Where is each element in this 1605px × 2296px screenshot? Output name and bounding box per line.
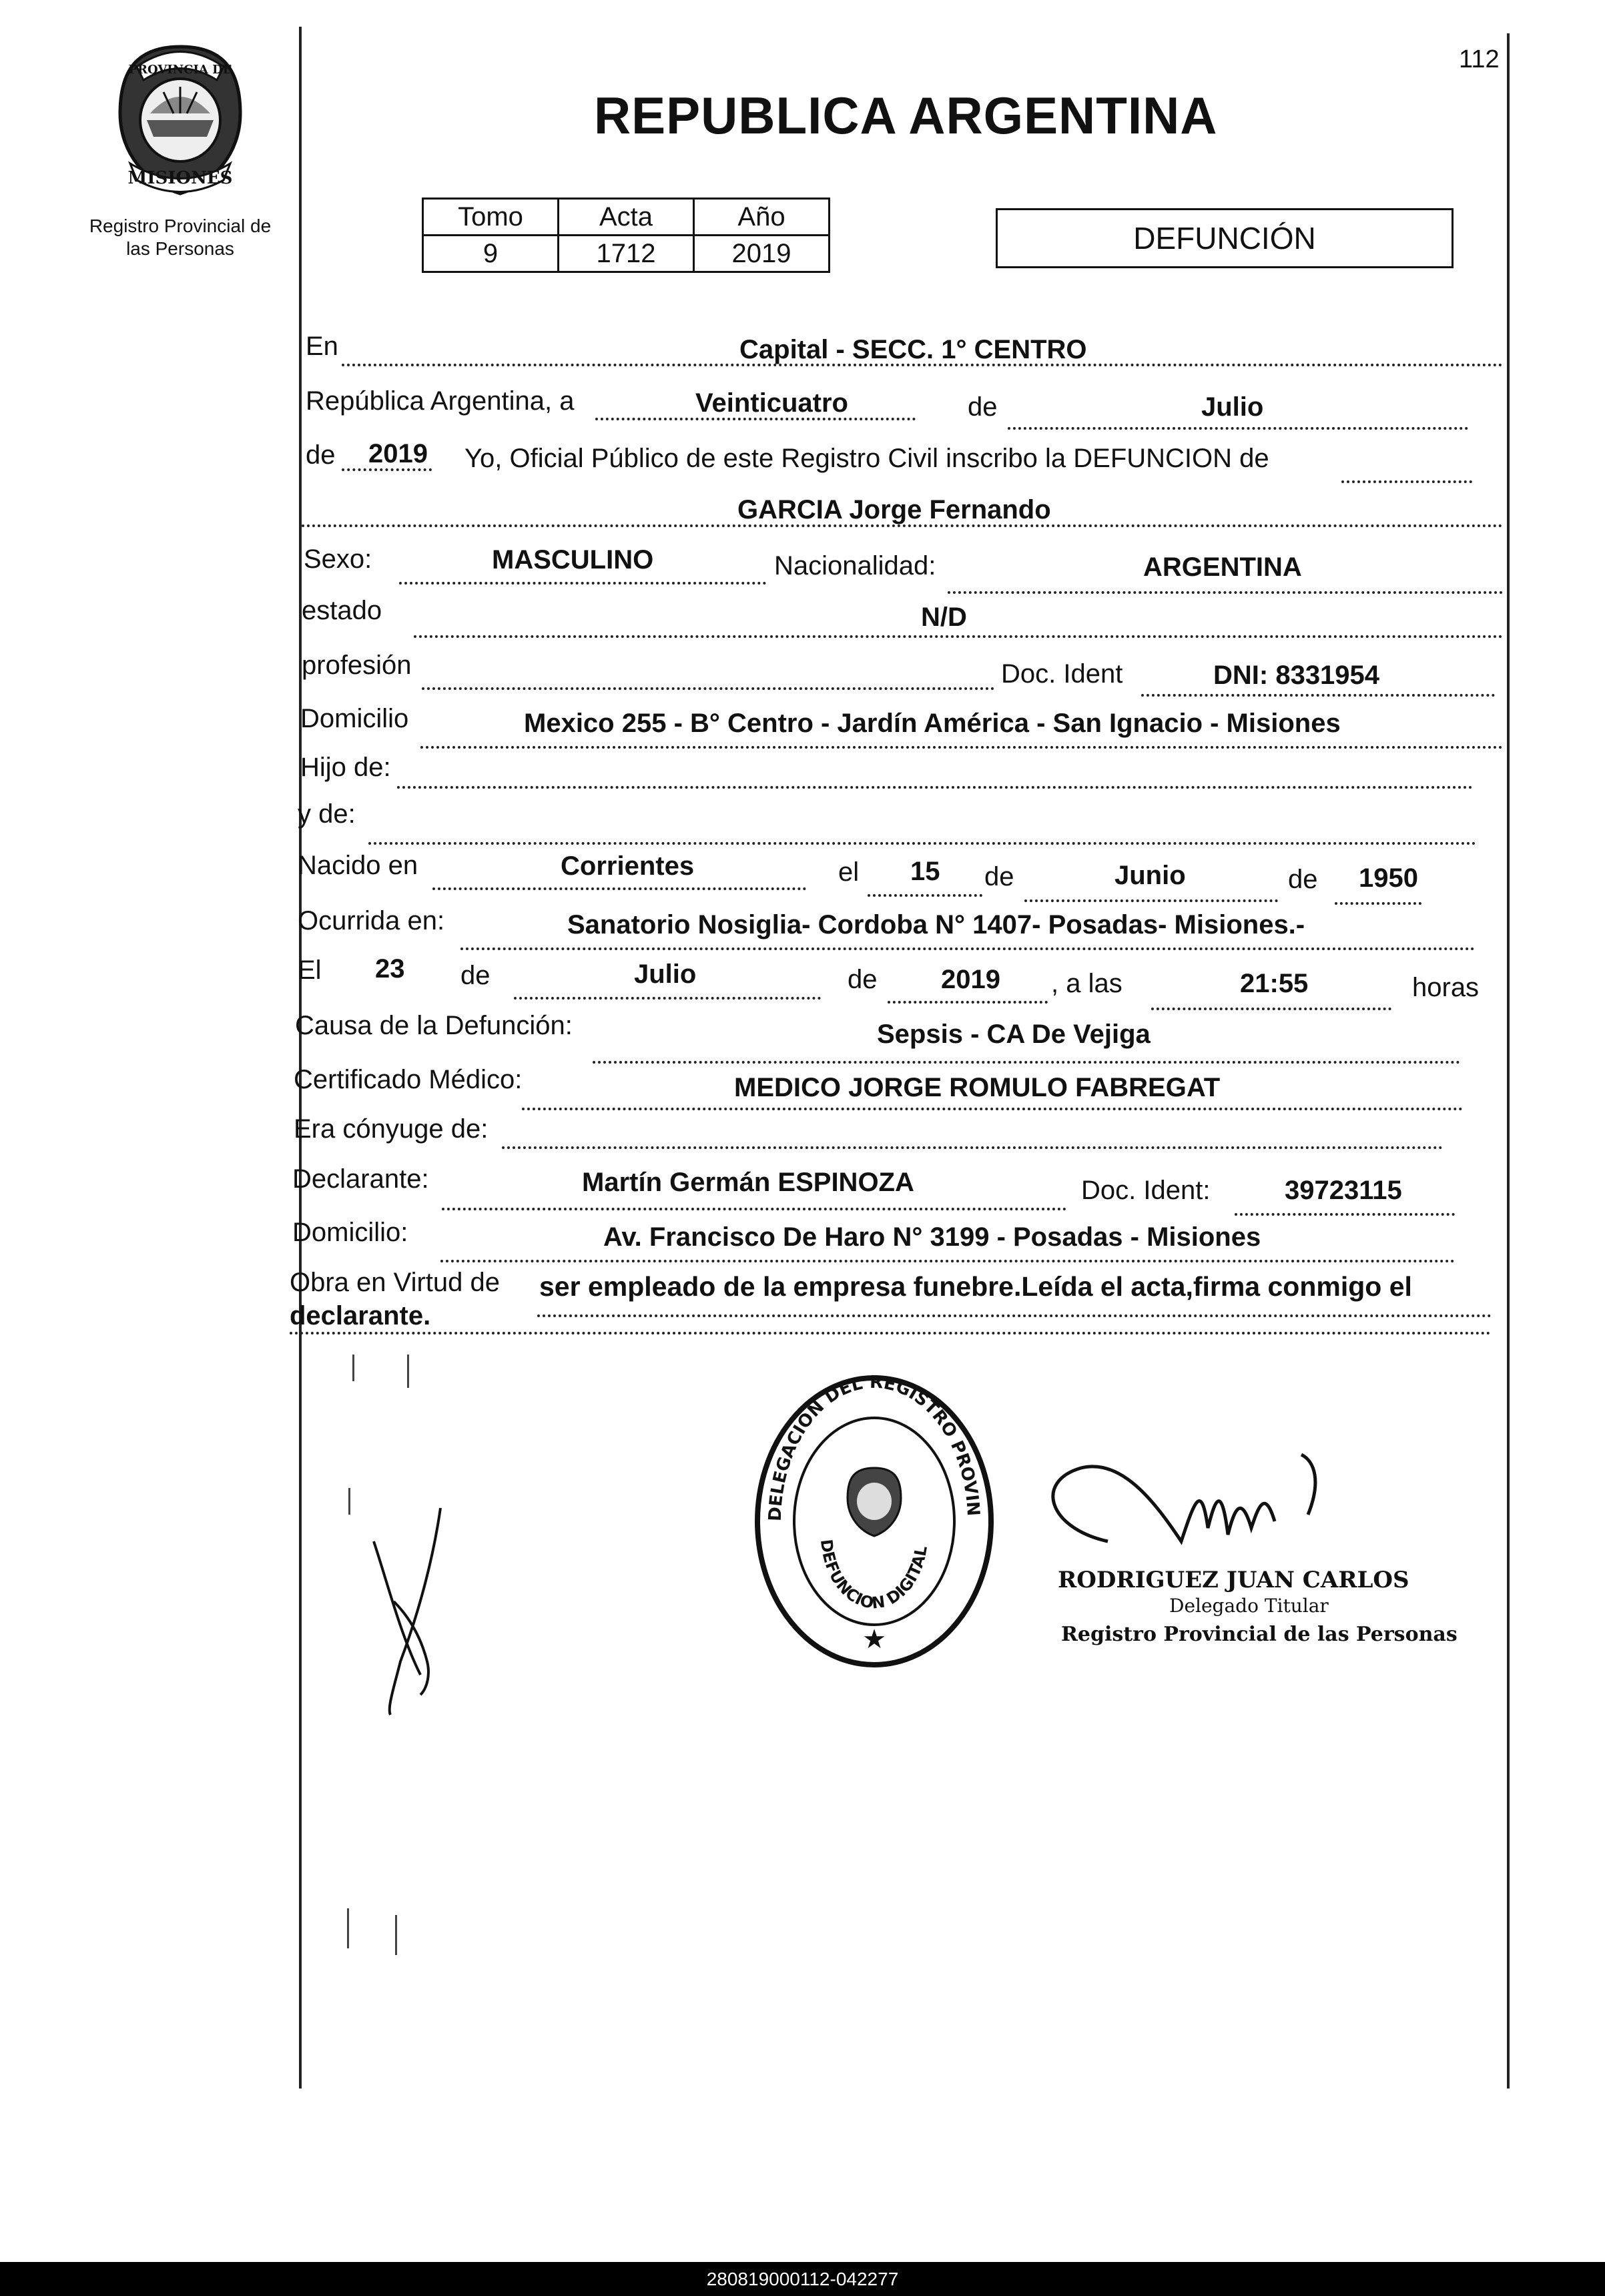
field-line (537, 1314, 1492, 1317)
acta-table-header: Año (694, 199, 830, 236)
field-line (368, 842, 1476, 845)
field-line (440, 1260, 1455, 1262)
place-value: Capital - SECC. 1° CENTRO (739, 335, 1087, 364)
month-value: Julio (1201, 392, 1264, 422)
seal-inner-text: DEFUNCION DIGITAL (816, 1538, 932, 1613)
acta-table-cell: 2019 (694, 236, 830, 272)
nacionalidad-label: Nacionalidad: (774, 551, 936, 581)
profesion-label: profesión (302, 651, 412, 680)
page-title: REPUBLICA ARGENTINA (594, 86, 1218, 145)
field-line (422, 687, 994, 690)
nacido-value: Corrientes (561, 851, 695, 881)
scan-mark (347, 1908, 349, 1948)
acta-table-header-row (423, 199, 830, 236)
field-line (414, 635, 1503, 638)
field-line (593, 1061, 1460, 1064)
field-line (397, 786, 1473, 789)
de-label: de (1288, 865, 1318, 894)
field-line (522, 1108, 1463, 1110)
field-line (1024, 899, 1278, 902)
nacido-label: Nacido en (298, 851, 418, 880)
el-label: el (838, 857, 860, 887)
death-day-value: 23 (375, 954, 405, 984)
acta-table (422, 198, 830, 273)
acta-table-value-row (423, 236, 830, 272)
republica-label: República Argentina, a (306, 386, 575, 416)
field-line (1341, 480, 1472, 483)
day-text-value: Veinticuatro (695, 388, 848, 418)
page-number: 112 (1459, 45, 1500, 73)
nacionalidad-value: ARGENTINA (1143, 552, 1302, 582)
domicilio2-label: Domicilio: (292, 1218, 408, 1247)
certificado-value: MEDICO JORGE ROMULO FABREGAT (734, 1073, 1221, 1102)
registry-name (60, 215, 300, 260)
causa-value: Sepsis - CA De Vejiga (877, 1020, 1151, 1049)
province-emblem (100, 40, 260, 200)
ocurrida-label: Ocurrida en: (298, 906, 445, 935)
field-line (432, 887, 806, 890)
scan-mark (348, 1488, 350, 1515)
officer-text: Yo, Oficial Público de este Registro Civil inscribo la DEFUNCION de (464, 444, 1269, 473)
field-line (1335, 902, 1421, 905)
acta-table-header: Tomo (423, 199, 559, 236)
scan-mark (407, 1355, 409, 1388)
de-label: de (306, 440, 336, 470)
field-line (290, 1332, 1491, 1334)
el-label: El (298, 955, 322, 985)
de-label: de (984, 862, 1014, 891)
estado-label: estado (302, 596, 382, 625)
death-time-value: 21:55 (1240, 969, 1309, 998)
conyuge-label: Era cónyuge de: (294, 1114, 489, 1144)
right-margin-rule (1507, 33, 1510, 2088)
field-line (1235, 1213, 1455, 1216)
field-line (420, 746, 1503, 749)
doc-ident-label: Doc. Ident (1001, 659, 1123, 689)
field-line (1008, 427, 1468, 430)
field-line (868, 894, 982, 897)
obra-label: Obra en Virtud de (290, 1268, 501, 1297)
document-type-box: DEFUNCIÓN (996, 208, 1454, 268)
star-icon: ★ (862, 1625, 886, 1654)
hijo-label: Hijo de: (300, 753, 391, 782)
acta-table-cell: 9 (423, 236, 559, 272)
scan-mark (352, 1355, 354, 1381)
declarante-label: Declarante: (292, 1164, 429, 1194)
document-footer-code: 280819000112-042277 (0, 2262, 1605, 2296)
emblem-bottom-text: MISIONES (127, 168, 233, 188)
doc-ident-value: DNI: 8331954 (1213, 661, 1380, 690)
field-line (442, 1208, 1066, 1210)
field-line (514, 997, 821, 1000)
declarante-value: Martín Germán ESPINOZA (582, 1168, 914, 1197)
acta-table-cell: 1712 (559, 236, 694, 272)
birth-day-value: 15 (910, 857, 940, 886)
signatory-org: Registro Provincial de las Personas (1061, 1623, 1458, 1646)
field-line (1141, 694, 1495, 697)
domicilio2-value: Av. Francisco De Haro N° 3199 - Posadas - Misiones (603, 1222, 1261, 1252)
year-value: 2019 (368, 439, 428, 468)
seal-outer-text: DELEGACION DEL REGISTRO PROVIN (765, 1372, 984, 1522)
alas-label: , a las (1051, 969, 1122, 998)
sexo-label: Sexo: (304, 544, 372, 574)
signatory-name: RODRIGUEZ JUAN CARLOS (1058, 1567, 1409, 1593)
de-label: de (968, 392, 998, 422)
yde-label: y de: (298, 799, 356, 829)
emblem-top-text: PROVINCIA DE (128, 63, 232, 77)
horas-label: horas (1412, 973, 1480, 1002)
sexo-value: MASCULINO (492, 545, 654, 575)
official-signature (1021, 1441, 1368, 1588)
death-year-value: 2019 (941, 965, 1000, 994)
certificado-label: Certificado Médico: (294, 1065, 523, 1094)
obra-value-continued: declarante. (290, 1301, 431, 1330)
deceased-name: GARCIA Jorge Fernando (737, 495, 1051, 524)
birth-year-value: 1950 (1359, 863, 1418, 893)
scan-mark (395, 1915, 397, 1955)
field-line (399, 582, 766, 585)
de-label: de (848, 965, 878, 994)
domicilio-value: Mexico 255 - B° Centro - Jardín América - San Ignacio - Misiones (524, 709, 1341, 738)
estado-value: N/D (921, 603, 967, 632)
obra-value: ser empleado de la empresa funebre.Leída el acta,firma conmigo el (539, 1271, 1412, 1302)
field-line (1151, 1008, 1391, 1010)
ocurrida-value: Sanatorio Nosiglia- Cordoba N° 1407- Posadas- Misiones.- (567, 910, 1305, 939)
causa-label: Causa de la Defunción: (295, 1011, 573, 1040)
acta-table-header: Acta (559, 199, 694, 236)
field-line (460, 947, 1475, 950)
field-line (888, 1001, 1048, 1004)
registry-line1: Registro Provincial de (89, 216, 272, 236)
official-seal (747, 1368, 1001, 1675)
domicilio-label: Domicilio (300, 704, 409, 733)
en-label: En (306, 332, 338, 361)
declarant-signature (360, 1501, 467, 1728)
left-margin-rule (299, 27, 302, 2088)
birth-month-value: Junio (1114, 861, 1186, 890)
registry-line2: las Personas (126, 238, 234, 259)
field-line (948, 591, 1503, 594)
signatory-role: Delegado Titular (1169, 1595, 1329, 1617)
declarante-doc-value: 39723115 (1285, 1176, 1402, 1205)
de-label: de (460, 961, 491, 990)
death-month-value: Julio (634, 960, 697, 989)
declarante-doc-label: Doc. Ident: (1081, 1176, 1211, 1205)
field-line (502, 1146, 1443, 1149)
